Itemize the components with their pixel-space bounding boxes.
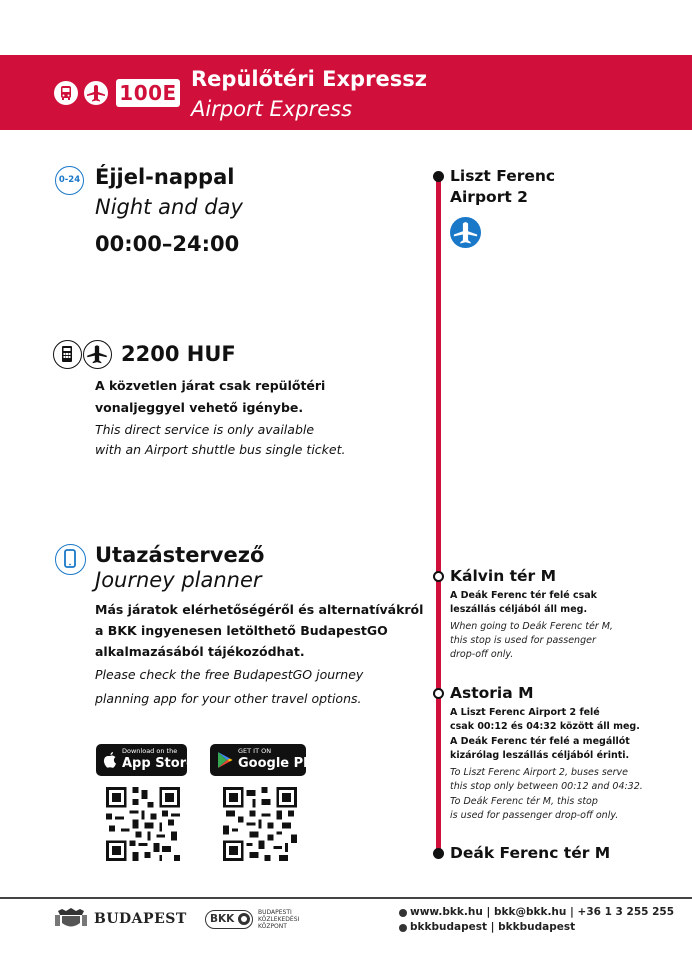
fare-text-en-2: with an Airport shuttle bus single ticket. [95,442,346,457]
facebook-icon [399,924,407,932]
stop-marker-deak [433,848,444,859]
airplane-icon [450,217,481,248]
stop-note-astoria-en-1: To Liszt Ferenc Airport 2, buses serve [450,767,628,778]
stop-marker-terminus [433,171,444,182]
budapest-coat-of-arms-icon [52,905,90,931]
bkk-logo [205,910,253,929]
stop-name-airport-line1: Liszt Ferenc [450,167,556,185]
smartphone-icon [55,544,86,575]
planner-text-en-1: Please check the free BudapestGO journey [95,667,364,682]
google-play-label: Google Play [238,756,325,771]
planner-text-hu-1: Más járatok elérhetőségéről és alternatívákról [95,602,424,617]
planner-text-hu-2: a BKK ingyenesen letölthető BudapestGO [95,623,388,638]
globe-icon [399,909,407,917]
stop-note-astoria-hu-1: A Liszt Ferenc Airport 2 felé [450,707,600,718]
stop-marker-kalvin [433,571,444,582]
stop-note-astoria-hu-4: kizárólag leszállás céljából érinti. [450,750,630,761]
ticket-machine-icon [53,340,82,369]
stop-note-astoria-en-2: this stop only between 00:12 and 04:32. [450,781,643,792]
bus-icon [54,81,78,105]
footer-social[interactable]: bkkbudapest | bkkbudapest [410,921,576,933]
stop-note-kalvin-en-1: When going to Deák Ferenc tér M, [450,621,613,632]
app-store-caption: Download on the [122,747,178,755]
airplane-icon [83,340,112,369]
fare-text-hu-1: A közvetlen járat csak repülőtéri [95,378,326,393]
budapest-logo-text: BUDAPEST [94,911,187,927]
route-line [436,176,441,853]
hours-badge-label: 0-24 [58,175,81,185]
planner-title: Utazástervező [95,543,265,567]
app-store-button[interactable] [96,744,195,776]
stop-note-astoria-en-3: To Deák Ferenc tér M, this stop [450,796,598,807]
stop-name-astoria: Astoria M [450,684,534,702]
bkk-logo-text: BKK [210,913,235,925]
bkk-full-name-1: BUDAPESTI [258,909,292,916]
fare-text-en-1: This direct service is only available [95,422,315,437]
footer-contact[interactable]: www.bkk.hu | bkk@bkk.hu | +36 1 3 255 255 [410,906,675,918]
stop-note-kalvin-en-3: drop-off only. [450,649,514,660]
stop-name-deak: Deák Ferenc tér M [450,844,611,862]
google-play-icon [217,751,233,769]
stop-note-kalvin-hu-2: leszállás céljából áll meg. [450,604,588,615]
app-store-label: App Store [122,756,195,771]
hours-subtitle: Night and day [95,195,243,219]
planner-text-en-2: planning app for your other travel options. [95,691,362,706]
stop-note-kalvin-en-2: this stop is used for passenger [450,635,596,646]
clock-badge-icon [55,166,84,195]
hours-title: Éjjel-nappal [95,165,235,189]
google-play-qr-code[interactable] [223,787,297,861]
bkk-full-name-2: KÖZLEKEDÉSI [258,916,300,923]
stop-marker-astoria [433,688,444,699]
bkk-logo-ring-icon [238,913,250,925]
bkk-full-name-3: KÖZPONT [258,923,287,930]
google-play-button[interactable] [210,744,325,776]
airplane-icon [84,81,108,105]
apple-icon [102,750,118,770]
hours-time: 00:00–24:00 [95,232,240,256]
route-title: Repülőtéri Expressz [191,67,427,91]
stop-name-kalvin: Kálvin tér M [450,567,557,585]
route-subtitle: Airport Express [191,97,353,121]
fare-text-hu-2: vonaljeggyel vehető igénybe. [95,400,304,415]
stop-note-astoria-en-4: is used for passenger drop-off only. [450,810,619,821]
planner-subtitle: Journey planner [95,568,262,592]
stop-note-astoria-hu-3: A Deák Ferenc tér felé a megállót [450,736,630,747]
stop-note-kalvin-hu-1: A Deák Ferenc tér felé csak [450,590,597,601]
footer-divider [0,897,692,899]
stop-name-airport-line2: Airport 2 [450,188,528,206]
route-number-badge: 100E [116,79,180,107]
fare-price: 2200 HUF [121,342,236,366]
app-store-qr-code[interactable] [106,787,180,861]
planner-text-hu-3: alkalmazásából tájékozódhat. [95,644,305,659]
stop-note-astoria-hu-2: csak 00:12 és 04:32 között áll meg. [450,721,640,732]
google-play-caption: GET IT ON [238,747,272,755]
